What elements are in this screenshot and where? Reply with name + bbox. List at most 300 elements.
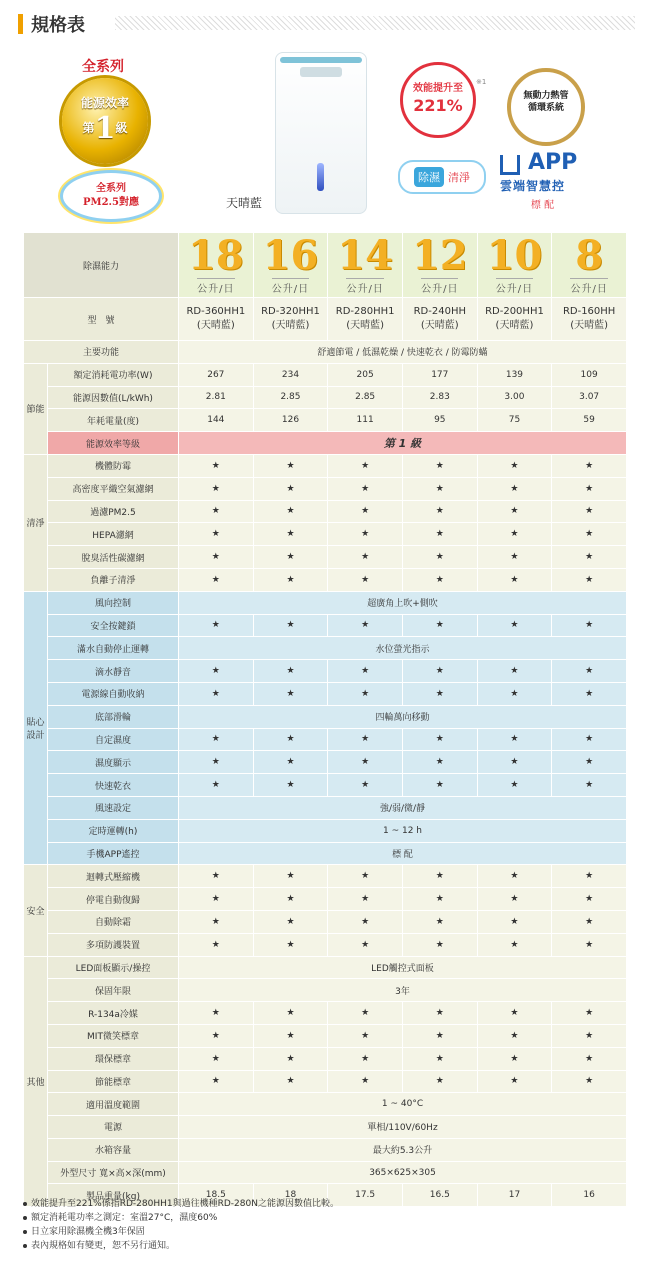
model-cell (552, 298, 627, 341)
energy-factor-value: 3.00 (477, 386, 552, 409)
rated-power-label: 額定消耗電功率(W) (48, 363, 179, 386)
capacity-number: 14 (337, 231, 393, 279)
app-mark: 標 配 (530, 200, 555, 211)
design-star: ★ (179, 774, 254, 797)
design-label: 滴水靜音 (48, 660, 179, 683)
other-value: 最大約5.3公升 (179, 1138, 627, 1161)
clean-star: ★ (328, 568, 403, 591)
other-label: 環保標章 (48, 1047, 179, 1070)
clean-star: ★ (328, 523, 403, 546)
clean-star: ★ (179, 523, 254, 546)
capacity-unit: 公升/日 (570, 278, 607, 295)
energy-factor-label: 能源因數值(L/kWh) (48, 386, 179, 409)
clean-label: 高密度平織空氣濾網 (48, 477, 179, 500)
capacity-unit: 公升/日 (496, 278, 533, 295)
model-color: (天晴藍) (420, 320, 459, 331)
clean-star: ★ (477, 546, 552, 569)
model-name: RD-360HH1 (186, 306, 246, 317)
other-star: ★ (253, 1047, 328, 1070)
other-star: ★ (179, 1002, 254, 1025)
other-star: ★ (552, 1047, 627, 1070)
safety-star: ★ (179, 888, 254, 911)
energy-factor-row (24, 386, 627, 409)
safety-star: ★ (552, 888, 627, 911)
clean-star: ★ (402, 546, 477, 569)
design-star: ★ (477, 614, 552, 637)
title-accent-bar (18, 14, 23, 34)
design-star: ★ (402, 614, 477, 637)
capacity-unit: 公升/日 (197, 278, 234, 295)
design-row (24, 614, 627, 637)
design-value: 標 配 (179, 842, 627, 865)
safety-star: ★ (402, 888, 477, 911)
design-star: ★ (552, 660, 627, 683)
other-row (24, 1116, 627, 1139)
design-star: ★ (253, 660, 328, 683)
cat-safety (24, 865, 48, 956)
other-star: ★ (402, 1002, 477, 1025)
other-row (24, 979, 627, 1002)
cat-design-text-0: 貼心 (26, 718, 45, 729)
safety-row (24, 888, 627, 911)
clean-star: ★ (477, 500, 552, 523)
other-value: 365×625×305 (179, 1161, 627, 1184)
design-star: ★ (179, 682, 254, 705)
annual-power-value: 75 (477, 409, 552, 432)
clean-row (24, 568, 627, 591)
other-star: ★ (552, 1002, 627, 1025)
dehumidifier-product-image (275, 52, 367, 214)
clean-star: ★ (179, 477, 254, 500)
clean-row (24, 454, 627, 477)
cat-energy (24, 363, 48, 454)
other-row (24, 1093, 627, 1116)
other-value: 單相/110V/60Hz (179, 1116, 627, 1139)
design-row (24, 591, 627, 614)
capacity-unit: 公升/日 (272, 278, 309, 295)
clean-star: ★ (552, 454, 627, 477)
energy-factor-value: 2.85 (328, 386, 403, 409)
capacity-row (24, 233, 627, 298)
design-star: ★ (328, 728, 403, 751)
heat-pipe-badge (507, 68, 585, 146)
design-value: 水位螢光指示 (179, 637, 627, 660)
medal-line1: 能源效率 (80, 96, 129, 110)
other-star: ★ (402, 1047, 477, 1070)
clean-star: ★ (253, 477, 328, 500)
capacity-unit: 公升/日 (421, 278, 458, 295)
design-row (24, 705, 627, 728)
clean-star: ★ (552, 523, 627, 546)
design-star: ★ (253, 774, 328, 797)
design-row (24, 796, 627, 819)
design-label: 風向控制 (48, 591, 179, 614)
safety-star: ★ (402, 933, 477, 956)
weight-value: 17.5 (328, 1184, 403, 1207)
other-row (24, 1070, 627, 1093)
design-star: ★ (179, 660, 254, 683)
medal-suffix: 級 (115, 121, 128, 135)
design-label: 滿水自動停止運轉 (48, 637, 179, 660)
mode-badge (398, 160, 486, 194)
weight-value: 18.5 (179, 1184, 254, 1207)
clean-row (24, 500, 627, 523)
annual-power-value: 126 (253, 409, 328, 432)
rated-power-value: 139 (477, 363, 552, 386)
design-label: 安全按鍵鎖 (48, 614, 179, 637)
cat-clean (24, 454, 48, 591)
capacity-cell (179, 233, 254, 298)
clean-star: ★ (253, 546, 328, 569)
safety-star: ★ (328, 888, 403, 911)
clean-star: ★ (402, 477, 477, 500)
clean-star: ★ (179, 454, 254, 477)
clean-star: ★ (477, 568, 552, 591)
design-row (24, 819, 627, 842)
other-row (24, 1161, 627, 1184)
cat-design (24, 591, 48, 865)
cat-energy-text-0: 節能 (26, 405, 45, 416)
safety-star: ★ (253, 933, 328, 956)
design-star: ★ (552, 751, 627, 774)
safety-star: ★ (477, 888, 552, 911)
spec-table (23, 232, 627, 1207)
model-name: RD-240HH (413, 306, 466, 317)
design-star: ★ (328, 774, 403, 797)
model-name: RD-320HH1 (261, 306, 320, 317)
other-star: ★ (253, 1070, 328, 1093)
mode-dehumid: 除濕 (414, 167, 444, 187)
model-label: 型 號 (24, 298, 179, 341)
safety-star: ★ (477, 865, 552, 888)
other-value: 1 ~ 40°C (179, 1093, 627, 1116)
medal-number: 1 (94, 111, 116, 146)
design-row (24, 637, 627, 660)
safety-star: ★ (179, 933, 254, 956)
other-row (24, 1138, 627, 1161)
cat-other-text-0: 其他 (26, 1077, 45, 1088)
safety-star: ★ (253, 910, 328, 933)
safety-row (24, 910, 627, 933)
other-star: ★ (402, 1024, 477, 1047)
other-label: 外型尺寸 寬×高×深(mm) (48, 1161, 179, 1184)
design-label: 底部滑輪 (48, 705, 179, 728)
design-star: ★ (179, 614, 254, 637)
design-row (24, 842, 627, 865)
design-star: ★ (253, 682, 328, 705)
safety-label: 迴轉式壓縮機 (48, 865, 179, 888)
clean-star: ★ (402, 568, 477, 591)
clean-star: ★ (328, 500, 403, 523)
other-row (24, 956, 627, 979)
cycle-line1: 無動力熱管 (523, 91, 569, 101)
rated-power-value: 234 (253, 363, 328, 386)
other-star: ★ (552, 1070, 627, 1093)
design-value: 1 ~ 12 h (179, 819, 627, 842)
clean-star: ★ (179, 500, 254, 523)
design-value: 四輪萬向移動 (179, 705, 627, 728)
footnotes (23, 1197, 339, 1253)
safety-row (24, 933, 627, 956)
model-color: (天晴藍) (271, 320, 310, 331)
other-star: ★ (328, 1024, 403, 1047)
other-label: LED面板顯示/操控 (48, 956, 179, 979)
design-star: ★ (328, 751, 403, 774)
cat-other (24, 956, 48, 1207)
annual-power-row (24, 409, 627, 432)
model-name: RD-280HH1 (335, 306, 395, 317)
clean-star: ★ (402, 500, 477, 523)
other-star: ★ (477, 1002, 552, 1025)
clean-label: 機體防霉 (48, 454, 179, 477)
safety-star: ★ (179, 865, 254, 888)
efficiency-line1: 效能提升至 (413, 83, 463, 94)
design-row (24, 751, 627, 774)
other-star: ★ (328, 1047, 403, 1070)
design-star: ★ (552, 614, 627, 637)
model-name: RD-160HH (562, 306, 616, 317)
clean-star: ★ (328, 546, 403, 569)
capacity-cell (402, 233, 477, 298)
footnote-1: 效能提升至221%係指RD-280HH1與過往機種RD-280N之能源因數值比較。 (23, 1197, 339, 1211)
design-value: 超廣角上吹+側吹 (179, 591, 627, 614)
clean-star: ★ (552, 477, 627, 500)
design-row (24, 660, 627, 683)
clean-star: ★ (402, 523, 477, 546)
safety-star: ★ (477, 910, 552, 933)
design-row (24, 774, 627, 797)
other-star: ★ (477, 1024, 552, 1047)
clean-label: 負離子清淨 (48, 568, 179, 591)
design-label: 定時運轉(h) (48, 819, 179, 842)
other-row (24, 1024, 627, 1047)
model-name: RD-200HH1 (485, 306, 544, 317)
clean-star: ★ (179, 546, 254, 569)
cycle-line2: 循環系統 (527, 103, 564, 113)
design-star: ★ (402, 774, 477, 797)
model-color: (天晴藍) (570, 320, 609, 331)
clean-row (24, 477, 627, 500)
app-title: APP (528, 150, 578, 175)
clean-star: ★ (253, 568, 328, 591)
annual-power-value: 111 (328, 409, 403, 432)
product-color-label: 天晴藍 (226, 196, 263, 210)
rated-power-value: 109 (552, 363, 627, 386)
clean-row (24, 523, 627, 546)
safety-star: ★ (253, 865, 328, 888)
clean-star: ★ (179, 568, 254, 591)
energy-factor-value: 3.07 (552, 386, 627, 409)
pm-line2: PM2.5對應 (83, 197, 139, 208)
design-star: ★ (552, 774, 627, 797)
other-star: ★ (328, 1070, 403, 1093)
main-function-row (24, 341, 627, 364)
design-label: 快速乾衣 (48, 774, 179, 797)
design-star: ★ (477, 728, 552, 751)
other-value: LED觸控式面板 (179, 956, 627, 979)
design-row (24, 728, 627, 751)
pm25-badge (60, 170, 162, 222)
clean-star: ★ (402, 454, 477, 477)
design-star: ★ (253, 751, 328, 774)
design-row (24, 682, 627, 705)
other-star: ★ (253, 1002, 328, 1025)
clean-star: ★ (552, 568, 627, 591)
title-hatch-decoration (115, 16, 635, 30)
safety-label: 多項防護裝置 (48, 933, 179, 956)
rated-power-value: 205 (328, 363, 403, 386)
model-cell (402, 298, 477, 341)
cat-clean-text-0: 清淨 (26, 519, 45, 530)
other-star: ★ (477, 1047, 552, 1070)
wifi-house-icon (500, 151, 524, 175)
design-star: ★ (477, 660, 552, 683)
clean-star: ★ (253, 454, 328, 477)
annual-power-value: 59 (552, 409, 627, 432)
eff-grade-value: 第 1 級 (179, 432, 627, 455)
other-label: 節能標章 (48, 1070, 179, 1093)
design-value: 強/弱/微/靜 (179, 796, 627, 819)
capacity-number: 18 (187, 231, 244, 279)
annual-power-value: 95 (402, 409, 477, 432)
other-value: 3年 (179, 979, 627, 1002)
weight-value: 17 (477, 1184, 552, 1207)
eff-grade-row (24, 432, 627, 455)
design-star: ★ (253, 614, 328, 637)
design-star: ★ (552, 728, 627, 751)
clean-star: ★ (477, 523, 552, 546)
design-star: ★ (179, 728, 254, 751)
model-cell (179, 298, 254, 341)
other-label: 電源 (48, 1116, 179, 1139)
clean-star: ★ (552, 546, 627, 569)
design-star: ★ (253, 728, 328, 751)
design-star: ★ (328, 660, 403, 683)
clean-label: 過濾PM2.5 (48, 500, 179, 523)
main-function-value: 舒適節電 / 低濕乾燥 / 快速乾衣 / 防霉防蟎 (179, 341, 627, 364)
capacity-number: 12 (411, 231, 468, 279)
safety-star: ★ (253, 888, 328, 911)
rated-power-row (24, 363, 627, 386)
other-star: ★ (552, 1024, 627, 1047)
safety-star: ★ (328, 910, 403, 933)
capacity-cell (477, 233, 552, 298)
pm-line1: 全系列 (96, 183, 126, 194)
safety-star: ★ (552, 910, 627, 933)
clean-star: ★ (253, 500, 328, 523)
weight-value: 16.5 (402, 1184, 477, 1207)
efficiency-note-mark: ※1 (476, 78, 487, 86)
clean-star: ★ (477, 454, 552, 477)
cat-safety-text-0: 安全 (26, 906, 45, 917)
other-star: ★ (179, 1070, 254, 1093)
page-title (18, 12, 85, 36)
design-star: ★ (552, 682, 627, 705)
safety-star: ★ (552, 865, 627, 888)
capacity-cell (253, 233, 328, 298)
clean-star: ★ (253, 523, 328, 546)
series-label: 全系列 (82, 59, 124, 75)
capacity-number: 10 (486, 231, 543, 279)
safety-star: ★ (402, 910, 477, 933)
model-cell (253, 298, 328, 341)
other-label: 製品重量(kg) (48, 1184, 179, 1207)
rated-power-value: 177 (402, 363, 477, 386)
design-star: ★ (477, 774, 552, 797)
other-label: R-134a冷媒 (48, 1002, 179, 1025)
other-star: ★ (179, 1024, 254, 1047)
other-label: 保固年限 (48, 979, 179, 1002)
design-star: ★ (402, 682, 477, 705)
efficiency-badge (400, 62, 476, 138)
other-star: ★ (253, 1024, 328, 1047)
design-label: 自定濕度 (48, 728, 179, 751)
clean-star: ★ (328, 477, 403, 500)
safety-star: ★ (477, 933, 552, 956)
capacity-number: 8 (575, 231, 604, 279)
capacity-cell (328, 233, 403, 298)
other-label: 適用溫度範圍 (48, 1093, 179, 1116)
design-star: ★ (328, 682, 403, 705)
design-star: ★ (477, 751, 552, 774)
model-color: (天晴藍) (346, 320, 385, 331)
design-star: ★ (477, 682, 552, 705)
safety-row (24, 865, 627, 888)
design-label: 電源線自動收納 (48, 682, 179, 705)
main-function-label: 主要功能 (24, 341, 179, 364)
weight-value: 16 (552, 1184, 627, 1207)
design-star: ★ (402, 728, 477, 751)
design-star: ★ (402, 751, 477, 774)
other-star: ★ (402, 1070, 477, 1093)
app-control-badge (500, 150, 585, 211)
clean-star: ★ (552, 500, 627, 523)
capacity-number: 16 (262, 231, 319, 279)
design-star: ★ (328, 614, 403, 637)
safety-star: ★ (402, 865, 477, 888)
footnote-4: 表內規格如有變更，恕不另行通知。 (23, 1239, 339, 1253)
rated-power-value: 267 (179, 363, 254, 386)
eff-grade-label: 能源效率等級 (48, 432, 179, 455)
medal-prefix: 第 (82, 121, 95, 135)
safety-star: ★ (328, 933, 403, 956)
weight-value: 18 (253, 1184, 328, 1207)
efficiency-line2: 221% (413, 96, 463, 115)
clean-row (24, 546, 627, 569)
other-star: ★ (179, 1047, 254, 1070)
footnote-2: 額定消耗電功率之測定：室溫27°C，濕度60% (23, 1211, 339, 1225)
energy-medal-icon (62, 78, 148, 164)
safety-label: 停電自動復歸 (48, 888, 179, 911)
energy-factor-value: 2.85 (253, 386, 328, 409)
other-row (24, 1047, 627, 1070)
clean-label: HEPA濾網 (48, 523, 179, 546)
capacity-label: 除濕能力 (24, 233, 179, 298)
other-star: ★ (328, 1002, 403, 1025)
clean-star: ★ (477, 477, 552, 500)
title-text: 規格表 (31, 15, 85, 36)
mode-clean: 清淨 (448, 171, 470, 184)
model-cell (477, 298, 552, 341)
safety-label: 自動除霜 (48, 910, 179, 933)
other-label: MIT微笑標章 (48, 1024, 179, 1047)
footnote-3: 日立家用除濕機全機3年保固 (23, 1225, 339, 1239)
other-row (24, 1002, 627, 1025)
energy-factor-value: 2.83 (402, 386, 477, 409)
model-color: (天晴藍) (495, 320, 534, 331)
safety-star: ★ (328, 865, 403, 888)
design-label: 濕度顯示 (48, 751, 179, 774)
